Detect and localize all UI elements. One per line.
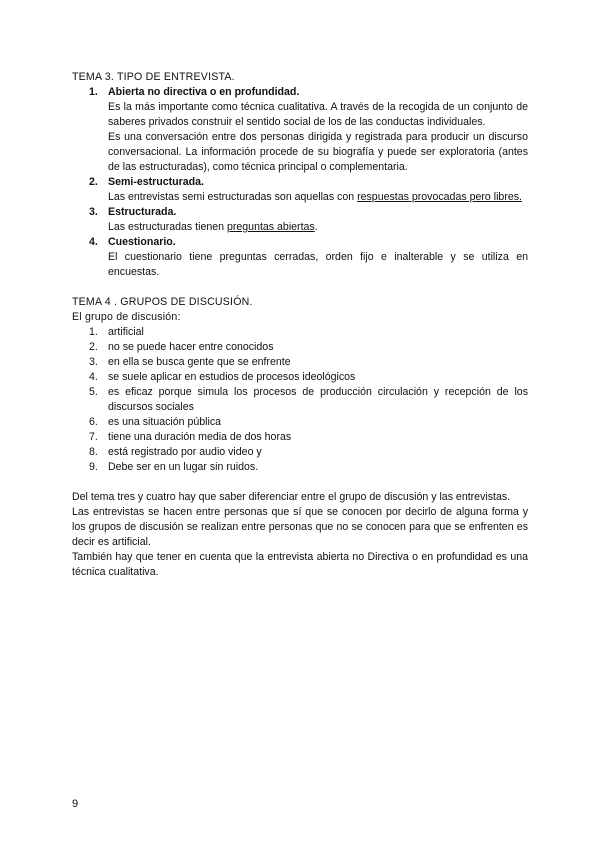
item-title: Estructurada. [108, 206, 177, 218]
list-item [72, 355, 528, 370]
item-text: Las estructuradas tienen [108, 221, 227, 233]
list-item [72, 340, 528, 355]
item-number: 1. [89, 326, 98, 338]
item-number: 1. [89, 86, 98, 98]
list-item [72, 370, 528, 385]
list-item [72, 460, 528, 475]
list-item [72, 235, 528, 280]
item-text: Las entrevistas semi estructuradas son aquellas con [108, 191, 358, 203]
closing-paragraph: También hay que tener en cuenta que la entrevista abierta no Directiva o en profundidad es una técnica cualitativa. [72, 551, 528, 578]
item-paragraph [108, 220, 528, 235]
item-number: 8. [89, 446, 98, 458]
item-number: 3. [89, 356, 98, 368]
list-item [72, 430, 528, 445]
item-number: 9. [89, 461, 98, 473]
list-item [72, 385, 528, 415]
item-text: artificial [108, 326, 144, 338]
item-number: 2. [89, 176, 98, 188]
item-title: Cuestionario. [108, 236, 176, 248]
list-item [72, 175, 528, 205]
document-page [72, 70, 528, 580]
list-item [72, 325, 528, 340]
item-paragraph: El cuestionario tiene preguntas cerradas, orden fijo e inalterable y se utiliza en encuestas. [108, 251, 528, 278]
item-paragraph: Es una conversación entre dos personas dirigida y registrada para producir un discurso conversacional. La información procede de su biografía y puede ser exploratoria (antes de las estructuradas), como técnica principal o complementaria. [108, 131, 528, 173]
closing-paragraph: Del tema tres y cuatro hay que saber diferenciar entre el grupo de discusión y las entrevistas. [72, 491, 511, 503]
tema3-heading: TEMA 3. TIPO DE ENTREVISTA. [72, 71, 235, 83]
closing-paragraph: Las entrevistas se hacen entre personas que sí que se conocen por decirlo de alguna forma y los grupos de discusión se realizan entre personas que no se conocen para que se enfrenten es decir es artificial. [72, 506, 528, 548]
item-paragraph: Es la más importante como técnica cualitativa. A través de la recogida de un conjunto de saberes privados construir el sentido social de los de las conductas individuales. [108, 101, 528, 128]
list-item [72, 205, 528, 235]
item-text: no se puede hacer entre conocidos [108, 341, 274, 353]
underlined-text: respuestas provocadas pero libres. [357, 191, 522, 203]
item-text: es eficaz porque simula los procesos de producción circulación y recepción de los discursos sociales [108, 386, 528, 413]
list-item [72, 415, 528, 430]
item-text: es una situación pública [108, 416, 222, 428]
item-number: 4. [89, 236, 98, 248]
item-text: . [314, 221, 318, 233]
item-text: tiene una duración media de dos horas [108, 431, 292, 443]
tema4-list [72, 325, 528, 475]
tema4-intro: El grupo de discusión: [72, 311, 181, 323]
item-number: 6. [89, 416, 98, 428]
item-number: 5. [89, 386, 98, 398]
item-text: Debe ser en un lugar sin ruidos. [108, 461, 259, 473]
item-title: Semi-estructurada. [108, 176, 204, 188]
item-number: 2. [89, 341, 98, 353]
tema3-list [72, 85, 528, 280]
item-paragraph [108, 190, 528, 205]
item-number: 4. [89, 371, 98, 383]
item-text: se suele aplicar en estudios de procesos ideológicos [108, 371, 356, 383]
page-number: 9 [72, 798, 79, 810]
item-number: 3. [89, 206, 98, 218]
item-text: está registrado por audio video y [108, 446, 262, 458]
list-item [72, 445, 528, 460]
item-text: en ella se busca gente que se enfrente [108, 356, 291, 368]
list-item [72, 85, 528, 175]
item-number: 7. [89, 431, 98, 443]
item-title: Abierta no directiva o en profundidad. [108, 86, 300, 98]
tema4-heading: TEMA 4 . GRUPOS DE DISCUSIÓN. [72, 296, 253, 308]
underlined-text: preguntas abiertas [226, 221, 315, 233]
